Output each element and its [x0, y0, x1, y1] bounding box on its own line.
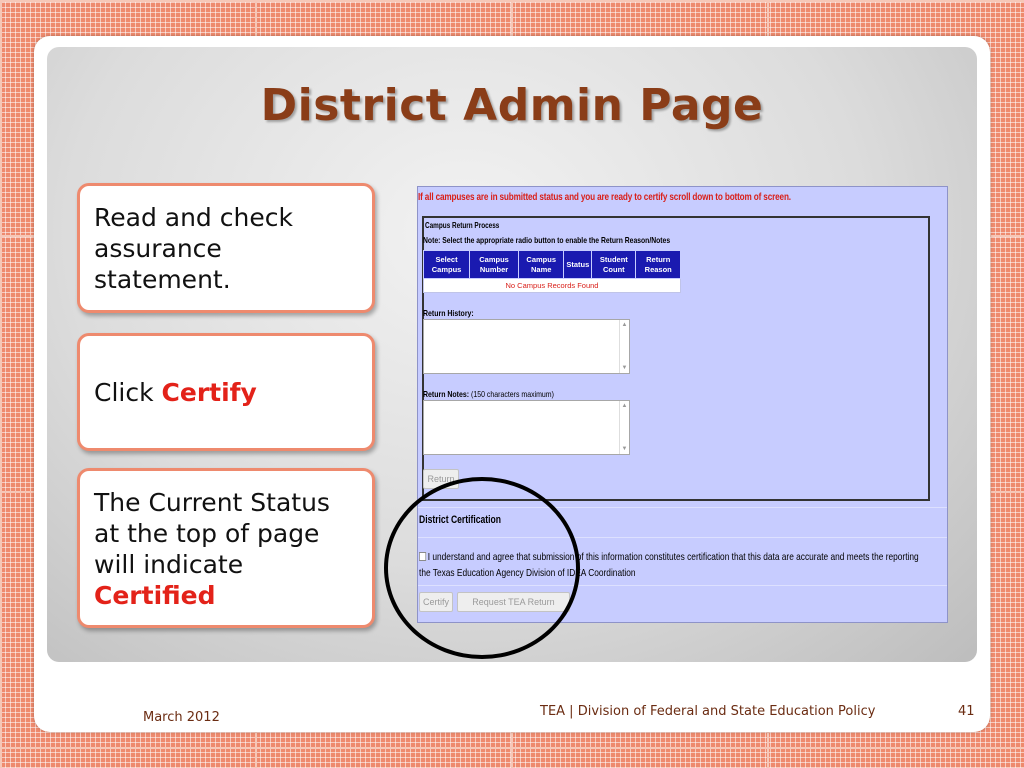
background-grid-line: [0, 0, 2, 768]
column-header-status[interactable]: Status: [564, 251, 592, 279]
instruction-banner: If all campuses are in submitted status and you are ready to certify scroll down to bottom of screen.: [418, 191, 791, 203]
return-history-textarea[interactable]: [423, 319, 630, 374]
callout-emphasis: Certify: [161, 377, 257, 407]
column-header-student-count[interactable]: Student Count: [592, 251, 636, 279]
assurance-line: I understand and agree that submission of this information constitutes certification that this data are accurate and meets the reporting: [427, 551, 919, 563]
return-notes-hint: (150 characters maximum): [471, 389, 554, 399]
highlight-circle: [384, 477, 580, 659]
column-header-select-campus[interactable]: Select Campus: [424, 251, 470, 279]
radio-note: Note: Select the appropriate radio button to enable the Return Reason/Notes: [423, 235, 671, 245]
slide-title: District Admin Page: [260, 80, 764, 131]
column-header-return-reason[interactable]: Return Reason: [636, 251, 681, 279]
return-notes-label-text: Return Notes:: [423, 389, 470, 399]
certify-button[interactable]: Certify: [419, 592, 453, 612]
scrollbar[interactable]: [619, 401, 629, 454]
return-history-label: Return History:: [423, 308, 474, 318]
footer-organization: TEA | Division of Federal and State Education Policy: [540, 704, 876, 719]
callout-click-certify: [77, 333, 375, 451]
background-grid-line: [0, 0, 1024, 2]
scroll-up-icon[interactable]: ▲: [621, 403, 628, 409]
return-notes-label: [423, 389, 554, 399]
table-row: [424, 279, 681, 293]
slide-number: 41: [958, 704, 975, 719]
callout-current-status: [77, 468, 375, 628]
campus-table: [423, 250, 681, 293]
return-button[interactable]: Return: [423, 469, 459, 489]
callout-emphasis: Certified: [94, 581, 216, 610]
callout-text: Click: [94, 377, 162, 407]
fieldset-legend: Campus Return Process: [425, 221, 500, 230]
callout-text: Read and check assurance statement.: [94, 203, 293, 294]
scroll-down-icon[interactable]: ▼: [621, 446, 628, 452]
footer-date: March 2012: [143, 710, 220, 725]
column-header-campus-number[interactable]: Campus Number: [470, 251, 519, 279]
district-certification-title: District Certification: [419, 514, 502, 526]
scrollbar[interactable]: [619, 320, 629, 373]
empty-table-message: No Campus Records Found: [424, 279, 681, 293]
return-notes-textarea[interactable]: [423, 400, 630, 455]
scroll-up-icon[interactable]: ▲: [621, 322, 628, 328]
scroll-down-icon[interactable]: ▼: [621, 365, 628, 371]
column-header-campus-name[interactable]: Campus Name: [519, 251, 564, 279]
assurance-line: the Texas Education Agency Division of IDEA Coordination: [419, 567, 636, 579]
callout-text: The Current Status at the top of page will indicate: [94, 488, 330, 579]
request-tea-return-button[interactable]: Request TEA Return: [457, 592, 570, 612]
table-header-row: [424, 251, 681, 279]
background-grid-line: [0, 747, 1024, 749]
callout-read-assurance: [77, 183, 375, 313]
